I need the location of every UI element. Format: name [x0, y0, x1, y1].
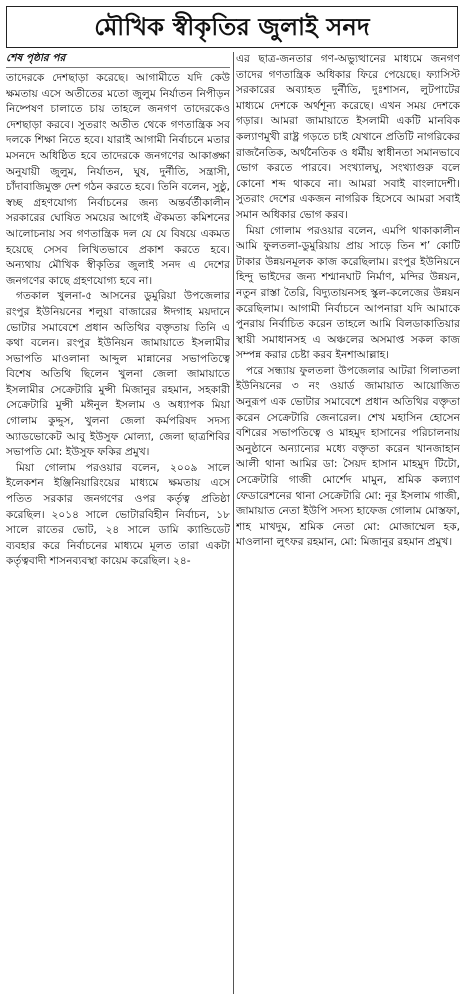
paragraph: তাদেরকে দেশছাড়া করেছে। আগামীতে যদি কেউ ক্ষমতায় এসে অতীতের মতো জুলুম নির্যাতন নিপীড়ন নিষ্পেষণ চালাতে চায় তাহলে জনগণ তাদেরকেও দেশছাড়া করবে। সুতরাং অতীত থেকে গণতান্ত্রিক সব দলকে শিক্ষা নিতে হবে। যারাই আগামী নির্বাচনে মতার মসনদে অধিষ্ঠিত হবে তাদেরকে জনগণের আকাঙ্ক্ষা অনুযায়ী জুলুম, নির্যাতন, ঘুষ, দুর্নীতি, সন্ত্রাসী, চাঁদাবাজিমুক্ত দেশ গঠন করতে হবে। তিনি বলেন, সুষ্ঠু, স্বচ্ছ গ্রহণযোগ্য নির্বাচনের জন্য অন্তর্বর্তীকালীন সরকারের ঘোষিত সময়ের আগেই ঐকমত্য কমিশনের আলোচনায় সব গণতান্ত্রিক দল যে যে বিষয়ে একমত হয়েছে সেসব লিখিতভাবে প্রকাশ করতে হবে। অন্যথায় মৌখিক স্বীকৃতির জুলাই সনদ এ দেশের জনগণের কাছে গ্রহণযোগ্য হবে না। — [6, 72, 230, 287]
left-column — [6, 52, 230, 994]
right-column — [236, 52, 460, 994]
paragraph: পরে সন্ধ্যায় ফুলতলা উপজেলার আটরা গিলাতলা ইউনিয়নের ৩ নং ওয়ার্ড জামায়াত আয়োজিত অনুরূপ এক ভোটার সমাবেশে প্রধান অতিথির বক্তৃতা করেন সেক্রেটারি জেনারেল। শেখ মহাসিন হোসেন বশিরের সভাপতিত্বে ও মাহমুদ হাসানের পরিচালনায় অনুষ্ঠানে অন্যান্যের মধ্যে বক্তৃতা করেন খানজাহান আলী থানা আমির ডা: সৈয়দ হাসান মাহমুদ টিটো, সেক্রেটারি গাজী মোর্শেদ মামুন, শ্রমিক কল্যাণ ফেডারেশনের থানা সেক্রেটারি মো: নূর ইসলাম গাজী, জামায়াত নেতা ইউপি সদস্য হাফেজ গোলাম মোস্তফা, শাহ মাখদুম, শ্রমিক নেতা মো: মোজাম্মেল হক, মাওলানা লুৎফর রহমান, মো: মিজানুর রহমান প্রমুখ। — [236, 364, 460, 549]
paragraph: মিয়া গোলাম পরওয়ার বলেন, এমপি থাকাকালীন আমি ফুলতলা-ডুমুরিয়ায় প্রায় সাড়ে তিন শ’ কোটি টাকার উন্নয়নমূলক কাজ করেছিলাম। রংপুর ইউনিয়নে হিন্দু ভাইদের জন্য শশ্মানঘাট নির্মাণ, মন্দির উন্নয়ন, নতুন রাস্তা তৈরি, বিদ্যুতায়নসহ স্কুল-কলেজের উন্নয়ন করেছিলাম। আগামী নির্বাচনে আপনারা যদি আমাকে পুনরায় নির্বাচিত করেন তাহলে আমি বিলডাকাতিয়ার স্থায়ী সমাধানসহ এ অঞ্চলের অসমাপ্ত সকল কাজ সম্পন্ন করার চেষ্টা করব ইনশাআল্লাহ। — [236, 224, 460, 362]
column-divider — [233, 52, 234, 994]
article-body — [6, 52, 462, 994]
paragraph: গতকাল খুলনা-৫ আসনের ডুমুরিয়া উপজেলার রংপুর ইউনিয়নের শলুয়া বাজারের ঈদগাহ ময়দানে ভোটার সমাবেশে প্রধান অতিথির বক্তৃতায় তিনি এ কথা বলেন। রংপুর ইউনিয়ন জামায়াতে ইসলামীর সভাপতি মাওলানা আব্দুল মান্নানের সভাপতিত্বে বিশেষ অতিথি ছিলেন খুলনা জেলা জামায়াতে ইসলামীর সেক্রেটারি মুন্সী মিজানুর রহমান, সহকারী সেক্রেটারি মুন্সী মঈনুল ইসলাম ও অধ্যাপক মিয়া গোলাম কুদ্দুস, খুলনা জেলা কর্মপরিষদ সদস্য অ্যাডভোকেট আবু ইউসুফ মোল্যা, জেলা ছাত্রশিবির সভাপতি মো: ইউসুফ ফকির প্রমুখ। — [6, 290, 230, 459]
continuation-kicker: শেষ পৃষ্ঠার পর — [6, 52, 66, 64]
kicker-divider — [6, 67, 230, 68]
paragraph: মিয়া গোলাম পরওয়ার বলেন, ২০০৯ সালে ইলেকশন ইঞ্জিনিয়ারিংয়ের মাধ্যমে ক্ষমতায় এসে পতিত সরকার জনগণের ওপর কর্তৃত্ব প্রতিষ্ঠা করেছিল। ২০১৪ সালে ভোটারবিহীন নির্বাচন, ১৮ সালে রাতের ভোট, ২৪ সালে ডামি ক্যান্ডিডেট ব্যবহার করে নির্বাচনের মাধ্যমে মূলত তারা একটা কর্তৃত্ববাদী শাসনব্যবস্থা কায়েম করেছিল। ২৪- — [6, 461, 230, 568]
headline: মৌখিক স্বীকৃতির জুলাই সনদ — [6, 6, 458, 48]
paragraph: এর ছাত্র-জনতার গণ-অভ্যুত্থানের মাধ্যমে জনগণ তাদের গণতান্ত্রিক অধিকার ফিরে পেয়েছে। ফ্যাসিস্ট সরকারের অব্যাহত দুর্নীতি, দুঃশাসন, লুটপাটের মাধ্যমে দেশকে অর্থশূন্য করেছে। এখন সময় দেশকে গড়ার। আমরা জামায়াতে ইসলামী একটি মানবিক কল্যাণমুখী রাষ্ট্র গড়তে চাই যেখানে প্রতিটি নাগরিকের রাজনৈতিক, অর্থনৈতিক ও ধর্মীয় স্বাধীনতা সমানভাবে ভোগ করতে পারবে। সংখ্যালঘু, সংখ্যাগুরু বলে কোনো শব্দ থাকবে না। আমরা সবাই বাংলাদেশী। সুতরাং দেশের একজন নাগরিক হিসেবে আমরা সবাই সমান অধিকার ভোগ করব। — [236, 53, 460, 221]
